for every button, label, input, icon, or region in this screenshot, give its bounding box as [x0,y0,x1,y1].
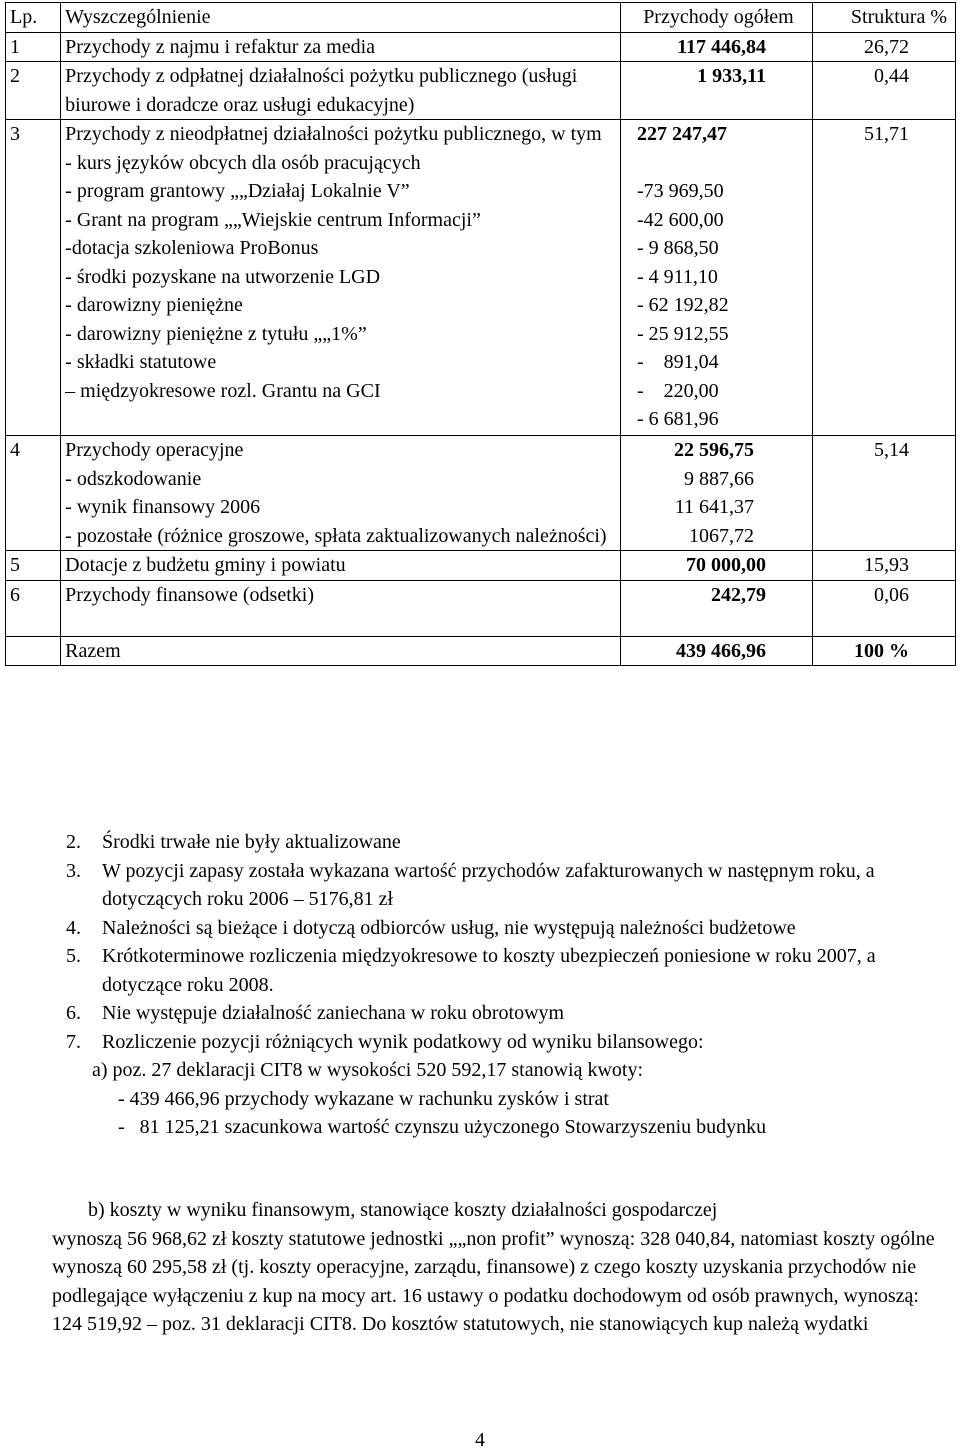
sub-b-rest: wynoszą 56 968,62 zł koszty statutowe jednostki „„non profit” wynoszą: 328 040,84, natomiast koszty ogólne wynoszą 60 295,58 zł (tj. koszty operacyjne, zarządu, finansowe) z czego koszty uzyskania przychodów nie podlegające wyłączeniu z kup na mocy art. 16 ustawy o podatku dochodowym od osób prawnych, wynoszą: 124 519,92 – poz. 31 deklaracji CIT8. Do kosztów statutowych, nie stanowiących kup należą wydatki [52,1227,935,1335]
header-lp: Lp. [6,3,61,33]
row-struct: 0,44 [812,62,955,120]
row-value: 70 000,00 [620,551,812,581]
list-item [66,828,946,857]
note-number: 7. [66,1030,81,1053]
list-item-value: - 220,00 [636,379,719,402]
list-item: - środki pozyskane na utworzenie LGD [65,265,381,288]
total-label: Razem [61,636,621,666]
row-value: 1 933,11 [620,62,812,120]
table-header-row [6,3,956,33]
note-text: Należności są bieżące i dotyczą odbiorców usług, nie występują należności budżetowe [102,916,796,939]
list-item: - odszkodowanie [65,467,202,490]
header-przychody: Przychody ogółem [620,3,812,33]
row-lp: 5 [6,551,61,581]
list-item-value: - 9 868,50 [636,237,719,259]
list-item-value: - 4 911,10 [636,265,718,288]
list-item [66,914,946,943]
row-lp: 1 [6,32,61,62]
row-value-main: 22 596,75 [673,439,754,461]
row-value-main: 227 247,47 [636,123,727,145]
sub-b-paragraph [52,1196,952,1339]
list-item-value: 1067,72 [688,524,754,547]
note-number: 4. [66,916,81,939]
list-item-value: - 891,04 [636,351,719,373]
list-item: - darowizny pieniężne [65,294,243,316]
row-desc: Przychody z odpłatnej działalności pożytku publicznego (usługi biurowe i doradcze oraz usługi edukacyjne) [61,62,621,120]
table-row [6,551,956,581]
row-lp: 4 [6,436,61,551]
total-value: 439 466,96 [620,636,812,666]
table-row [6,62,956,120]
note-text: W pozycji zapasy została wykazana wartość przychodów zafakturowanych w następnym roku, a dotyczących roku 2006 – 5176,81 zł [102,859,875,910]
row-value: 242,79 [620,580,812,636]
header-desc: Wyszczególnienie [61,3,621,33]
note-text: Rozliczenie pozycji różniących wynik podatkowy od wyniku bilansowego: [102,1030,704,1053]
notes-list [66,828,946,1142]
list-item: – międzyokresowe rozl. Grantu na GCI [65,379,381,402]
row-desc: Przychody finansowe (odsetki) [61,580,621,636]
row-struct: 51,71 [812,120,955,436]
list-item: -dotacja szkoleniowa ProBonus [65,237,319,259]
list-item-value: 11 641,37 [674,496,754,518]
list-item: - kurs języków obcych dla osób pracujących [65,151,421,174]
list-item: - Grant na program „„Wiejskie centrum Informacji” [65,208,481,231]
total-struct: 100 % [812,636,955,666]
row-value [620,436,812,551]
note-number: 5. [66,945,81,967]
row-struct: 15,93 [812,551,955,581]
row-lp: 2 [6,62,61,120]
list-item [66,999,946,1028]
row-lp: 3 [6,120,61,436]
table-row [6,436,956,551]
row-desc [61,436,621,551]
list-item-value: - 6 681,96 [636,408,719,430]
row-struct: 26,72 [812,32,955,62]
list-item-value: -42 600,00 [636,208,724,231]
row-desc-main: Przychody operacyjne [65,439,244,461]
list-item [66,857,946,914]
note-text: Nie występuje działalność zaniechana w roku obrotowym [102,1002,565,1024]
header-struktura: Struktura % [812,3,955,33]
list-item: - program grantowy „„Działaj Lokalnie V” [65,180,410,202]
row-lp: 6 [6,580,61,636]
row-struct: 0,06 [812,580,955,636]
sub-b-first-line: b) koszty w wyniku finansowym, stanowiące koszty działalności gospodarczej [88,1199,718,1221]
note-number: 3. [66,859,81,882]
note-text: Środki trwałe nie były aktualizowane [102,831,401,853]
row-value: 117 446,84 [620,32,812,62]
sub-a-line: - 439 466,96 przychody wykazane w rachunku zysków i strat [118,1087,609,1110]
row-desc [61,120,621,436]
list-item [66,942,946,999]
row-desc-main: Przychody z nieodpłatnej działalności pożytku publicznego, w tym [65,123,602,145]
note-text: Krótkoterminowe rozliczenia międzyokresowe to koszty ubezpieczeń poniesione w roku 2007, a dotyczące roku 2008. [102,945,876,996]
revenue-table [5,2,956,666]
list-item-value: -73 969,50 [636,180,724,202]
row-desc: Przychody z najmu i refaktur za media [61,32,621,62]
sub-a-heading: a) poz. 27 deklaracji CIT8 w wysokości 520 592,17 stanowią kwoty: [92,1059,644,1081]
total-row [6,636,956,666]
sub-a-line: - 81 125,21 szacunkowa wartość czynszu użyczonego Stowarzyszeniu budynku [118,1116,767,1138]
table-row [6,120,956,436]
note-number: 6. [66,1002,81,1024]
row-desc: Dotacje z budżetu gminy i powiatu [61,551,621,581]
list-item: - składki statutowe [65,351,217,373]
list-item: - wynik finansowy 2006 [65,496,261,518]
row-struct: 5,14 [812,436,955,551]
list-item: - darowizny pieniężne z tytułu „„1%” [65,322,367,345]
note-number: 2. [66,831,81,853]
table-row [6,580,956,636]
list-item-value: - 62 192,82 [636,294,729,316]
list-item-value: - 25 912,55 [636,322,729,345]
list-item [66,1028,946,1057]
page-number: 4 [475,1429,485,1451]
list-item-value: 9 887,66 [683,467,754,490]
row-value [620,120,812,436]
list-item: - pozostałe (różnice groszowe, spłata zaktualizowanych należności) [65,524,607,547]
table-row [6,32,956,62]
